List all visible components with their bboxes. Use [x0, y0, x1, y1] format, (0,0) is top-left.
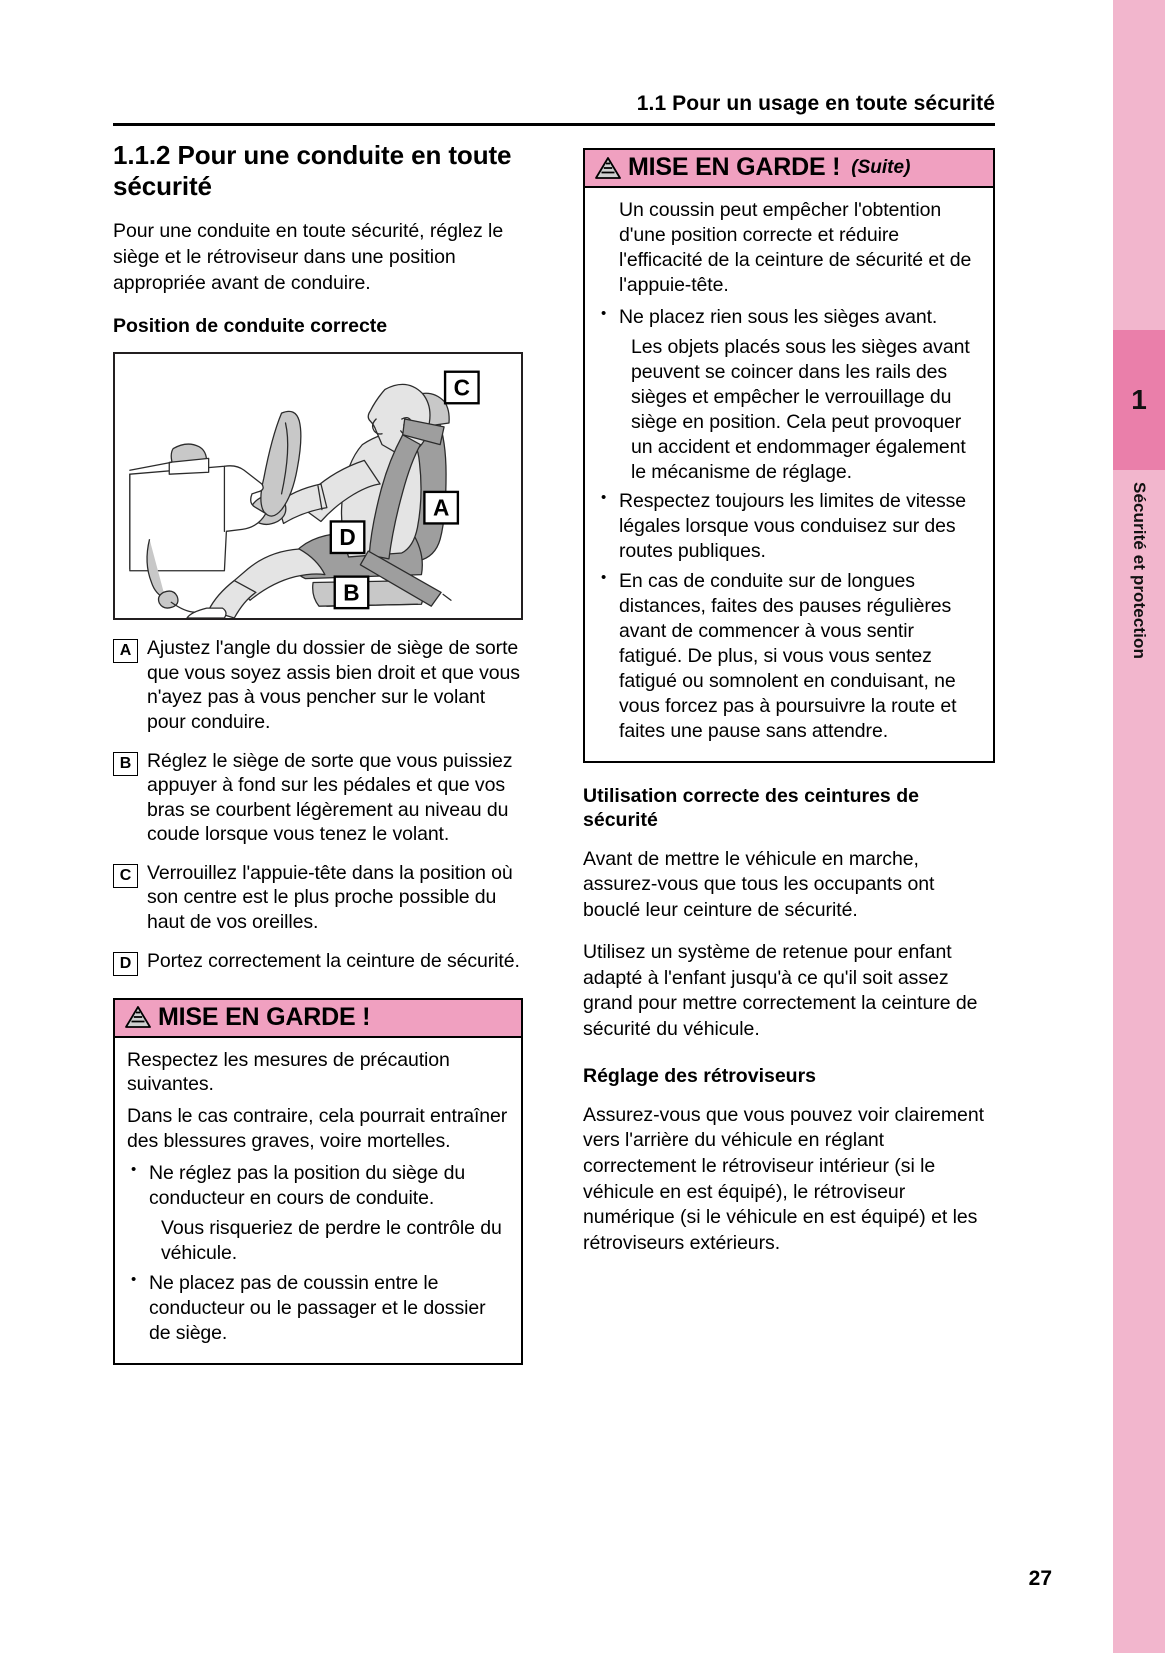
- warning-bullet-continuation: Vous risqueriez de perdre le contrôle du véhicule.: [161, 1217, 502, 1265]
- warning-bullet: • Respectez toujours les limites de vitesse légales lorsque vous conduisez sur des routes publiques.: [597, 489, 981, 564]
- right-column: [583, 148, 995, 1273]
- callout-C: [445, 372, 478, 404]
- header-rule: [113, 123, 995, 126]
- svg-text:D: D: [339, 524, 356, 551]
- warning-paragraph: Respectez les mesures de précaution suivantes.: [127, 1048, 450, 1096]
- warning-bullet-list: [597, 305, 981, 744]
- svg-text:C: C: [453, 374, 471, 401]
- warning-header: [585, 150, 993, 188]
- warning-title: MISE EN GARDE !: [158, 1002, 371, 1031]
- warning-header: [115, 1000, 521, 1038]
- left-column: [113, 140, 523, 1365]
- warning-bullet: • Ne placez pas de coussin entre le conducteur ou le passager et le dossier de siège.: [127, 1271, 509, 1346]
- running-head: 1.1 Pour un usage en toute sécurité: [636, 92, 995, 115]
- chapter-number: 1: [1131, 384, 1147, 415]
- chapter-label-vertical: [1113, 478, 1165, 818]
- letter-badge-a: A: [113, 639, 138, 663]
- warning-triangle-icon: [595, 157, 621, 179]
- svg-text:A: A: [432, 494, 450, 521]
- warning-title: MISE EN GARDE !: [628, 153, 841, 181]
- svg-text:B: B: [343, 579, 360, 606]
- warning-content: [585, 188, 993, 761]
- warning-bullet: • Ne placez rien sous les sièges avant.: [597, 305, 981, 330]
- callout-description-list: [113, 636, 523, 975]
- warning-paragraph: Dans le cas contraire, cela pourrait entraîner des blessures graves, voire mortelles.: [127, 1105, 508, 1153]
- section-paragraph: Assurez-vous que vous pouvez voir clairement vers l'arrière du véhicule en réglant correctement le rétroviseur intérieur (si le véhicule en est équipé), le rétroviseur numérique (si le véhicule en est équipé) et les rétroviseurs extérieurs.: [583, 1103, 984, 1255]
- warning-box-continued: [583, 148, 995, 763]
- letter-badge-d: D: [113, 952, 138, 976]
- warning-box-primary: [113, 998, 523, 1365]
- chapter-number-block: [1113, 330, 1165, 470]
- list-item: [113, 749, 523, 847]
- warning-suite-label: (Suite): [851, 157, 911, 178]
- section-heading-mirrors: Réglage des rétroviseurs: [583, 1064, 817, 1087]
- warning-bullet: • Ne réglez pas la position du siège du conducteur en cours de conduite.: [127, 1161, 509, 1211]
- warning-bullet-continuation: Les objets placés sous les sièges avant peuvent se coincer dans les rails des sièges et empêcher le verrouillage du siège en position. Cela peut provoquer un accident et endommager également le mécanisme de réglage.: [631, 335, 970, 483]
- warning-bullet-list: [127, 1161, 509, 1346]
- callout-D: [331, 522, 364, 554]
- warning-bullet: • En cas de conduite sur de longues distances, faites des pauses régulières avant de commencer à vous sentir fatigué. De plus, si vous vous sentez fatigué ou somnolent en conduisant, ne vous forcez pas à poursuivre la route et faites une pause sans attendre.: [597, 569, 981, 744]
- warning-lead-paragraph: Un coussin peut empêcher l'obtention d'une position correcte et réduire l'efficacité de la ceinture de sécurité et de l'appuie-tête.: [619, 199, 972, 296]
- letter-text-a: Ajustez l'angle du dossier de siège de sorte que vous soyez assis bien droit et que vous n'ayez pas à vous pencher sur le volant pour conduire.: [147, 637, 520, 734]
- section-paragraph: Utilisez un système de retenue pour enfant adapté à l'enfant jusqu'à ce qu'il soit assez grand pour mettre correctement la ceinture de sécurité du véhicule.: [583, 940, 978, 1040]
- letter-text-c: Verrouillez l'appuie-tête dans la position où son centre est le plus proche possible du haut de vos oreilles.: [147, 861, 513, 933]
- warning-triangle-icon: [125, 1006, 151, 1028]
- list-item: [113, 636, 523, 734]
- warning-content: [115, 1038, 521, 1363]
- chapter-tab-strip: [1113, 0, 1165, 1653]
- page-title: 1.1.2 Pour une conduite en toute sécurité: [113, 140, 512, 201]
- driver-illustration: [115, 354, 521, 618]
- list-item: [113, 861, 523, 935]
- letter-text-b: Réglez le siège de sorte que vous puissiez appuyer à fond sur les pédales et que vos bras se courbent légèrement au niveau du coude lorsque vous tenez le volant.: [147, 749, 513, 846]
- driving-position-figure: [113, 352, 523, 620]
- letter-badge-b: B: [113, 752, 138, 776]
- page-number: 27: [1028, 1567, 1052, 1590]
- list-item: [113, 949, 523, 976]
- section-heading-seatbelts: Utilisation correcte des ceintures de sécurité: [583, 785, 919, 831]
- letter-text-d: Portez correctement la ceinture de sécurité.: [147, 949, 520, 972]
- chapter-label-text: Sécurité et protection: [1130, 482, 1149, 659]
- callout-A: [424, 492, 457, 524]
- callout-B: [335, 577, 368, 609]
- figure-heading: Position de conduite correcte: [113, 314, 388, 337]
- section-paragraph: Avant de mettre le véhicule en marche, assurez-vous que tous les occupants ont bouclé leur ceinture de sécurité.: [583, 847, 935, 922]
- letter-badge-c: C: [113, 864, 138, 888]
- intro-paragraph: Pour une conduite en toute sécurité, réglez le siège et le rétroviseur dans une position appropriée avant de conduire.: [113, 220, 504, 294]
